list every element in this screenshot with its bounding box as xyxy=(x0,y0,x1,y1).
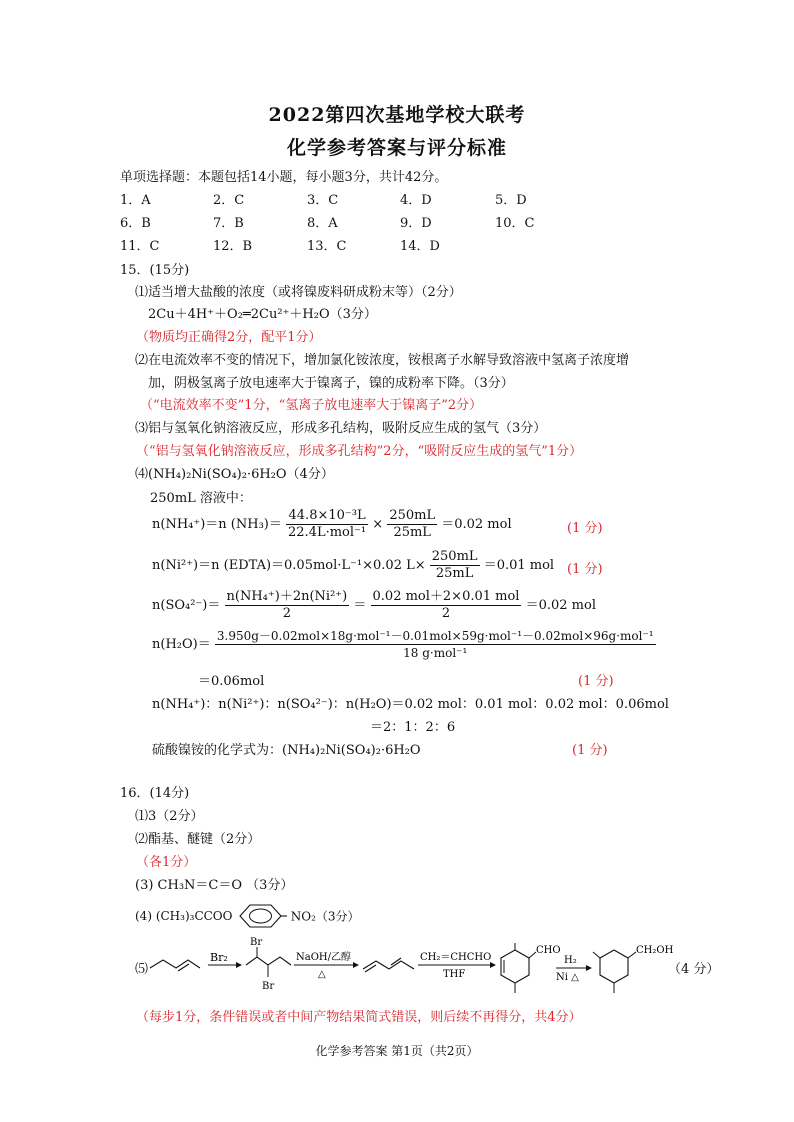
h2o-calculation xyxy=(152,628,656,661)
reaction-scheme-diagram xyxy=(148,935,708,1005)
h2o-result: ＝0.06mol xyxy=(198,674,265,689)
mcq-answer: 6．B xyxy=(120,216,151,231)
q16-part1: ⑴3（2分） xyxy=(135,809,204,824)
heat-condition: △ xyxy=(318,969,326,980)
cyclohexane-ring xyxy=(600,950,628,983)
so4-lhs: n(SO₄²⁻)＝ xyxy=(152,598,221,613)
reagent-bromine: Br₂ xyxy=(210,951,228,964)
mole-ratio-simplified: ＝2：1：2：6 xyxy=(370,720,456,735)
nh4-lhs: n(NH₄⁺)＝n (NH₃)＝ xyxy=(152,517,282,532)
mcq-answer: 14．D xyxy=(400,239,440,254)
mcq-answer: 1．A xyxy=(120,193,151,208)
so4-fraction-values: $\frac{\text{0.02 mol＋2×0.01 mol}}{2}$ xyxy=(372,589,520,621)
score-mark: (1 分) xyxy=(578,674,614,689)
benzene-ring-icon xyxy=(237,903,287,929)
mcq-answer: 2．C xyxy=(213,193,245,208)
mcq-answer: 7．B xyxy=(213,216,244,231)
pentene-structure xyxy=(150,960,200,968)
q16-part4 xyxy=(135,903,360,929)
q15-part1-note: （物质均正确得2分，配平1分） xyxy=(136,330,322,345)
q16-part5-note: （每步1分，条件错误或者中间产物结果简式错误，则后续不再得分，共4分） xyxy=(136,1010,582,1025)
mole-ratio: n(NH₄⁺)：n(Ni²⁺)：n(SO₄²⁻)：n(H₂O)＝0.02 mol：0.01 mol：0.02 mol：0.06mol xyxy=(152,697,669,712)
q16-part5-score: （4 分） xyxy=(668,962,720,977)
score-mark: (1 分) xyxy=(567,521,603,536)
q16-part5-label: ⑸ xyxy=(135,962,149,977)
mcq-answer: 11．C xyxy=(120,239,160,254)
solvent-thf: THF xyxy=(443,969,466,980)
mcq-answer: 13．C xyxy=(307,239,347,254)
reagent-hydrogen: H₂ xyxy=(564,955,577,966)
part4-prefix: (4) (CH₃)₃CCOO xyxy=(135,909,233,923)
mcq-intro: 单项选择题：本题包括14小题，每小题3分，共计42分。 xyxy=(120,170,448,185)
part4-suffix: NO₂（3分） xyxy=(290,909,360,924)
q15-volume-note: 250mL 溶液中： xyxy=(150,491,252,506)
h2o-fraction: $\frac{\text{3.950g－0.02mol×18g·mol⁻¹－0.01mol×59g·mol⁻¹－0.02mol×96g·mol⁻¹}}{\text{18 g·mol⁻¹}}$ xyxy=(216,629,654,660)
final-formula: 硫酸镍铵的化学式为：(NH₄)₂Ni(SO₄)₂·6H₂O xyxy=(152,743,421,758)
volume-ratio-fraction: $\frac{250mL}{25mL}$ xyxy=(389,508,436,540)
answer-key-title: 化学参考答案与评分标准 xyxy=(286,137,507,159)
bromine-label: Br xyxy=(262,981,275,992)
hydroxymethyl-label: CH₂OH xyxy=(636,945,674,956)
q15-heading: 15．(15分) xyxy=(120,263,190,278)
nh4-result: ＝0.02 mol xyxy=(441,517,512,532)
catalyst-condition: Ni △ xyxy=(556,972,579,983)
reagent-acrolein: CH₂＝CHCHO xyxy=(420,952,492,963)
reagent-naoh-ethanol: NaOH/乙醇 xyxy=(296,952,351,963)
q15-part2-line1: ⑵在电流效率不变的情况下，增加氯化铵浓度，铵根离子水解导致溶液中氢离子浓度增 xyxy=(135,353,630,368)
ni-lhs: n(Ni²⁺)＝n (EDTA)＝0.05mol·L⁻¹×0.02 L× xyxy=(152,558,426,573)
ni-calculation xyxy=(152,549,554,582)
mcq-answer: 5．D xyxy=(495,193,527,208)
dibromide-structure xyxy=(246,957,291,965)
cyclohexene-ring xyxy=(501,950,529,983)
nh4-fraction: $\frac{\text{44.8×10⁻³L}}{\text{22.4L·mol⁻¹}}$ xyxy=(288,508,367,540)
page-footer: 化学参考答案 第1页（共2页） xyxy=(315,1044,479,1058)
bromine-label: Br xyxy=(250,937,263,948)
exam-title: 2022第四次基地学校大联考 xyxy=(268,104,526,126)
q16-part2: ⑵酯基、醚键（2分） xyxy=(135,832,261,847)
mcq-answer: 3．C xyxy=(307,193,339,208)
ni-result: ＝0.01 mol xyxy=(483,558,555,573)
mcq-answer: 8．A xyxy=(307,216,338,231)
q15-part3: ⑶铝与氢氧化钠溶液反应，形成多孔结构，吸附反应生成的氢气（3分） xyxy=(135,421,547,436)
q15-part4: ⑷(NH₄)₂Ni(SO₄)₂·6H₂O（4分） xyxy=(135,467,334,482)
q16-part2-note: （各1分） xyxy=(136,855,197,870)
q16-heading: 16．(14分) xyxy=(120,786,190,801)
score-mark: (1 分) xyxy=(567,562,603,577)
so4-calculation: n(SO₄²⁻)＝ $\frac{\text{n(NH₄⁺)＋2n(Ni²⁺)}}{2}$ ＝ $\frac{\text{0.02 mol＋2×0.01 mol}}{2}$ ＝0.02 mol xyxy=(152,589,596,621)
q15-part1: ⑴适当增大盐酸的浓度（或将镍废料研成粉末等）（2分） xyxy=(135,285,462,300)
nh4-calculation: n(NH₄⁺)＝n (NH₃)＝ $\frac{\text{44.8×10⁻³L}}{\text{22.4L·mol⁻¹}}$ × $\frac{250mL}{25mL}$ ＝0.02 mol xyxy=(152,508,512,540)
q15-part1-equation: 2Cu＋4H⁺＋O₂═2Cu²⁺＋H₂O（3分） xyxy=(148,307,377,322)
q15-part3-note: （“铝与氢氧化钠溶液反应，形成多孔结构”2分，“吸附反应生成的氢气”1分） xyxy=(136,444,583,459)
mcq-answer: 9．D xyxy=(400,216,432,231)
volume-ratio-fraction: $\frac{250mL}{25mL}$ xyxy=(431,549,478,581)
aldehyde-label: CHO xyxy=(536,945,561,956)
q15-part2-line2: 加，阴极氢离子放电速率大于镍离子，镍的成粉率下降。（3分） xyxy=(148,376,514,391)
score-mark: (1 分) xyxy=(572,743,608,758)
h2o-lhs: n(H₂O)＝ xyxy=(152,637,211,652)
mcq-answer: 12．B xyxy=(213,239,253,254)
mcq-answer: 4．D xyxy=(400,193,432,208)
so4-fraction: $\frac{\text{n(NH₄⁺)＋2n(Ni²⁺)}}{2}$ xyxy=(226,589,348,621)
q16-part3: (3) CH₃N＝C＝O （3分） xyxy=(135,878,294,893)
mcq-answer: 10．C xyxy=(495,216,535,231)
q15-part2-note: （“电流效率不变”1分，“氢离子放电速率大于镍离子”2分） xyxy=(140,398,483,413)
so4-result: ＝0.02 mol xyxy=(525,598,596,613)
